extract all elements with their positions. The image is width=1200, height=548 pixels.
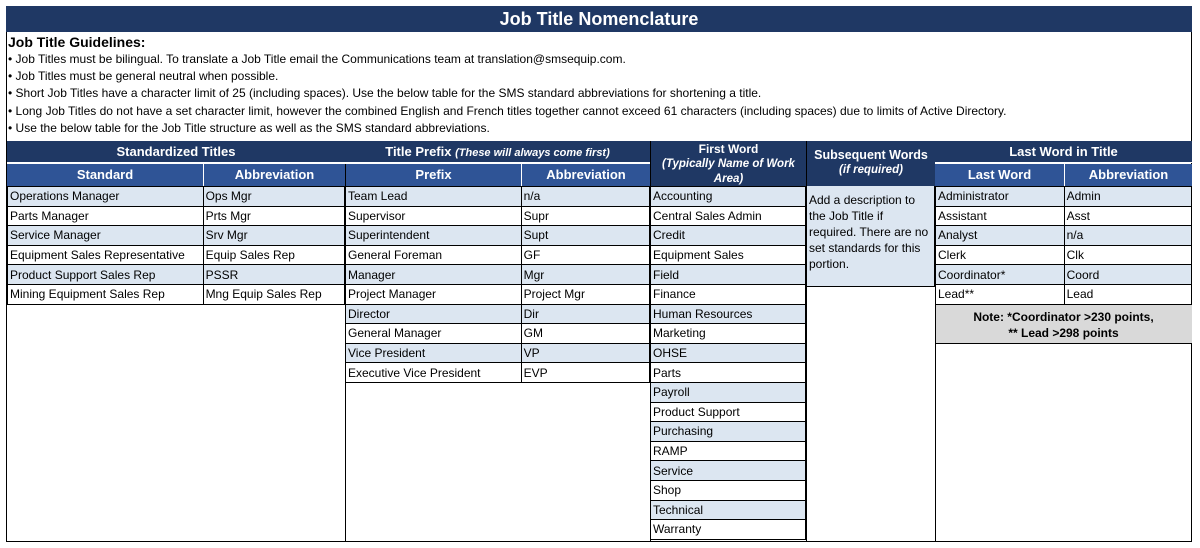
table-cell: Accounting: [651, 187, 806, 207]
table-row: [651, 284, 806, 304]
table-cell: Project Mgr: [521, 284, 649, 304]
table-row: [346, 265, 650, 285]
table-cell: Human Resources: [651, 304, 806, 324]
last-word-table: [935, 186, 1192, 305]
table-row: [346, 226, 650, 246]
guideline-line: • Job Titles must be general neutral when possible.: [8, 69, 279, 84]
table-row: [651, 382, 806, 402]
table-cell: n/a: [1064, 226, 1191, 246]
guideline-line: • Job Titles must be bilingual. To translate a Job Title email the Communications team at translation@smsequip.com.: [8, 52, 626, 66]
table-cell: Mng Equip Sales Rep: [203, 284, 344, 304]
description-line: portion.: [809, 257, 850, 271]
table-row: [651, 363, 806, 383]
last-word-note: [935, 304, 1192, 344]
subsequent-words-header-label: Subsequent Words: [814, 148, 928, 162]
last-word-header: Last Word in Title: [935, 141, 1192, 163]
subsequent-words-header-note: (if required): [839, 164, 903, 176]
table-cell: Vice President: [346, 343, 522, 363]
note-line: Note: *Coordinator >230 points,: [973, 310, 1154, 324]
table-cell: Ops Mgr: [203, 187, 344, 207]
table-row: [8, 245, 345, 265]
description-line: set standards for this: [809, 241, 921, 255]
note-line: ** Lead >298 points: [1008, 326, 1119, 340]
page-title: Job Title Nomenclature: [6, 6, 1192, 32]
table-row: [651, 441, 806, 461]
table-cell: Service Manager: [8, 226, 204, 246]
description-line: required. There are no: [809, 225, 929, 239]
table-cell: Project Manager: [346, 284, 522, 304]
table-row: [8, 187, 345, 207]
first-word-table: [650, 186, 806, 540]
first-word-header: [650, 141, 806, 186]
table-row: [346, 324, 650, 344]
table-cell: Lead**: [936, 284, 1065, 304]
title-prefix-header-note: (These will always come first): [455, 147, 610, 159]
prefix-col-abbreviation: Abbreviation: [521, 164, 650, 186]
table-cell: Parts: [651, 363, 806, 383]
table-cell: RAMP: [651, 441, 806, 461]
table-cell: Product Support Sales Rep: [8, 265, 204, 285]
table-row: [651, 343, 806, 363]
table-cell: Supervisor: [346, 206, 522, 226]
table-row: [346, 206, 650, 226]
table-cell: n/a: [521, 187, 649, 207]
title-prefix-header: [345, 141, 650, 163]
table-row: [936, 245, 1192, 265]
table-cell: Finance: [651, 284, 806, 304]
table-row: [651, 500, 806, 520]
table-cell: Asst: [1064, 206, 1191, 226]
table-cell: Central Sales Admin: [651, 206, 806, 226]
table-cell: Supr: [521, 206, 649, 226]
standardized-col-abbreviation: Abbreviation: [203, 164, 345, 186]
table-row: [346, 284, 650, 304]
table-cell: GF: [521, 245, 649, 265]
table-cell: General Manager: [346, 324, 522, 344]
table-row: [651, 461, 806, 481]
standardized-col-standard: Standard: [7, 164, 203, 186]
guidelines-heading: Job Title Guidelines:: [8, 34, 146, 50]
column-divider: [650, 186, 651, 542]
standardized-titles-header: Standardized Titles: [7, 141, 345, 163]
description-line: Add a description to: [809, 193, 916, 207]
table-cell: Shop: [651, 480, 806, 500]
table-row: [651, 245, 806, 265]
column-divider: [935, 186, 936, 542]
table-cell: General Foreman: [346, 245, 522, 265]
table-cell: Coord: [1064, 265, 1191, 285]
table-cell: Operations Manager: [8, 187, 204, 207]
first-word-header-note: (Typically Name of Work Area): [662, 158, 795, 185]
table-cell: Marketing: [651, 324, 806, 344]
table-row: [346, 363, 650, 383]
table-cell: Product Support: [651, 402, 806, 422]
table-cell: Analyst: [936, 226, 1065, 246]
table-row: [936, 206, 1192, 226]
table-row: [651, 226, 806, 246]
prefix-col-prefix: Prefix: [345, 164, 521, 186]
table-row: [651, 187, 806, 207]
table-cell: Clk: [1064, 245, 1191, 265]
table-row: [651, 265, 806, 285]
table-cell: OHSE: [651, 343, 806, 363]
table-cell: PSSR: [203, 265, 344, 285]
table-row: [936, 187, 1192, 207]
table-row: [651, 206, 806, 226]
table-cell: Dir: [521, 304, 649, 324]
column-divider: [345, 186, 346, 542]
subsequent-words-header: [806, 141, 935, 186]
table-row: [651, 520, 806, 540]
table-cell: EVP: [521, 363, 649, 383]
table-cell: Payroll: [651, 382, 806, 402]
table-cell: Equipment Sales: [651, 245, 806, 265]
table-cell: Service: [651, 461, 806, 481]
standardized-titles-table: [7, 186, 345, 305]
table-row: [651, 324, 806, 344]
table-cell: Warranty: [651, 520, 806, 540]
title-prefix-table: [345, 186, 650, 383]
table-row: [651, 402, 806, 422]
table-row: [346, 187, 650, 207]
table-row: [936, 226, 1192, 246]
table-cell: Team Lead: [346, 187, 522, 207]
table-cell: Mgr: [521, 265, 649, 285]
table-cell: Executive Vice President: [346, 363, 522, 383]
table-row: [651, 480, 806, 500]
table-cell: Lead: [1064, 284, 1191, 304]
table-cell: Assistant: [936, 206, 1065, 226]
table-cell: Clerk: [936, 245, 1065, 265]
table-row: [346, 304, 650, 324]
table-row: [936, 284, 1192, 304]
table-cell: Supt: [521, 226, 649, 246]
last-word-col-last-word: Last Word: [935, 164, 1064, 186]
guidelines-section: [8, 33, 1188, 137]
table-cell: Coordinator*: [936, 265, 1065, 285]
description-line: the Job Title if: [809, 209, 884, 223]
table-cell: Equipment Sales Representative: [8, 245, 204, 265]
table-cell: Credit: [651, 226, 806, 246]
table-cell: GM: [521, 324, 649, 344]
table-cell: Mining Equipment Sales Rep: [8, 284, 204, 304]
table-row: [651, 304, 806, 324]
last-word-col-abbreviation: Abbreviation: [1064, 164, 1192, 186]
table-cell: Equip Sales Rep: [203, 245, 344, 265]
table-cell: Superintendent: [346, 226, 522, 246]
table-cell: Technical: [651, 500, 806, 520]
table-row: [346, 343, 650, 363]
table-row: [8, 206, 345, 226]
table-row: [8, 284, 345, 304]
table-row: [8, 226, 345, 246]
subsequent-words-description: [806, 186, 935, 287]
title-prefix-header-label: Title Prefix: [385, 144, 452, 159]
table-cell: Admin: [1064, 187, 1191, 207]
table-cell: VP: [521, 343, 649, 363]
guideline-line: • Use the below table for the Job Title structure as well as the SMS standard abbreviations.: [8, 120, 490, 135]
table-cell: Prts Mgr: [203, 206, 344, 226]
table-row: [8, 265, 345, 285]
table-cell: Purchasing: [651, 422, 806, 442]
guideline-line: • Long Job Titles do not have a set character limit, however the combined English and French titles together cannot exceed 61 characters (including spaces) due to limits of Active Directory.: [8, 103, 1007, 118]
table-row: [346, 245, 650, 265]
table-cell: Administrator: [936, 187, 1065, 207]
table-cell: Manager: [346, 265, 522, 285]
table-row: [936, 265, 1192, 285]
table-cell: Director: [346, 304, 522, 324]
table-row: [651, 422, 806, 442]
guideline-line: • Short Job Titles have a character limit of 25 (including spaces). Use the below table for the SMS standard abbreviations for shortening a title.: [8, 86, 762, 101]
table-cell: Srv Mgr: [203, 226, 344, 246]
table-cell: Parts Manager: [8, 206, 204, 226]
first-word-header-label: First Word: [698, 142, 759, 156]
column-divider: [806, 186, 807, 542]
table-cell: Field: [651, 265, 806, 285]
